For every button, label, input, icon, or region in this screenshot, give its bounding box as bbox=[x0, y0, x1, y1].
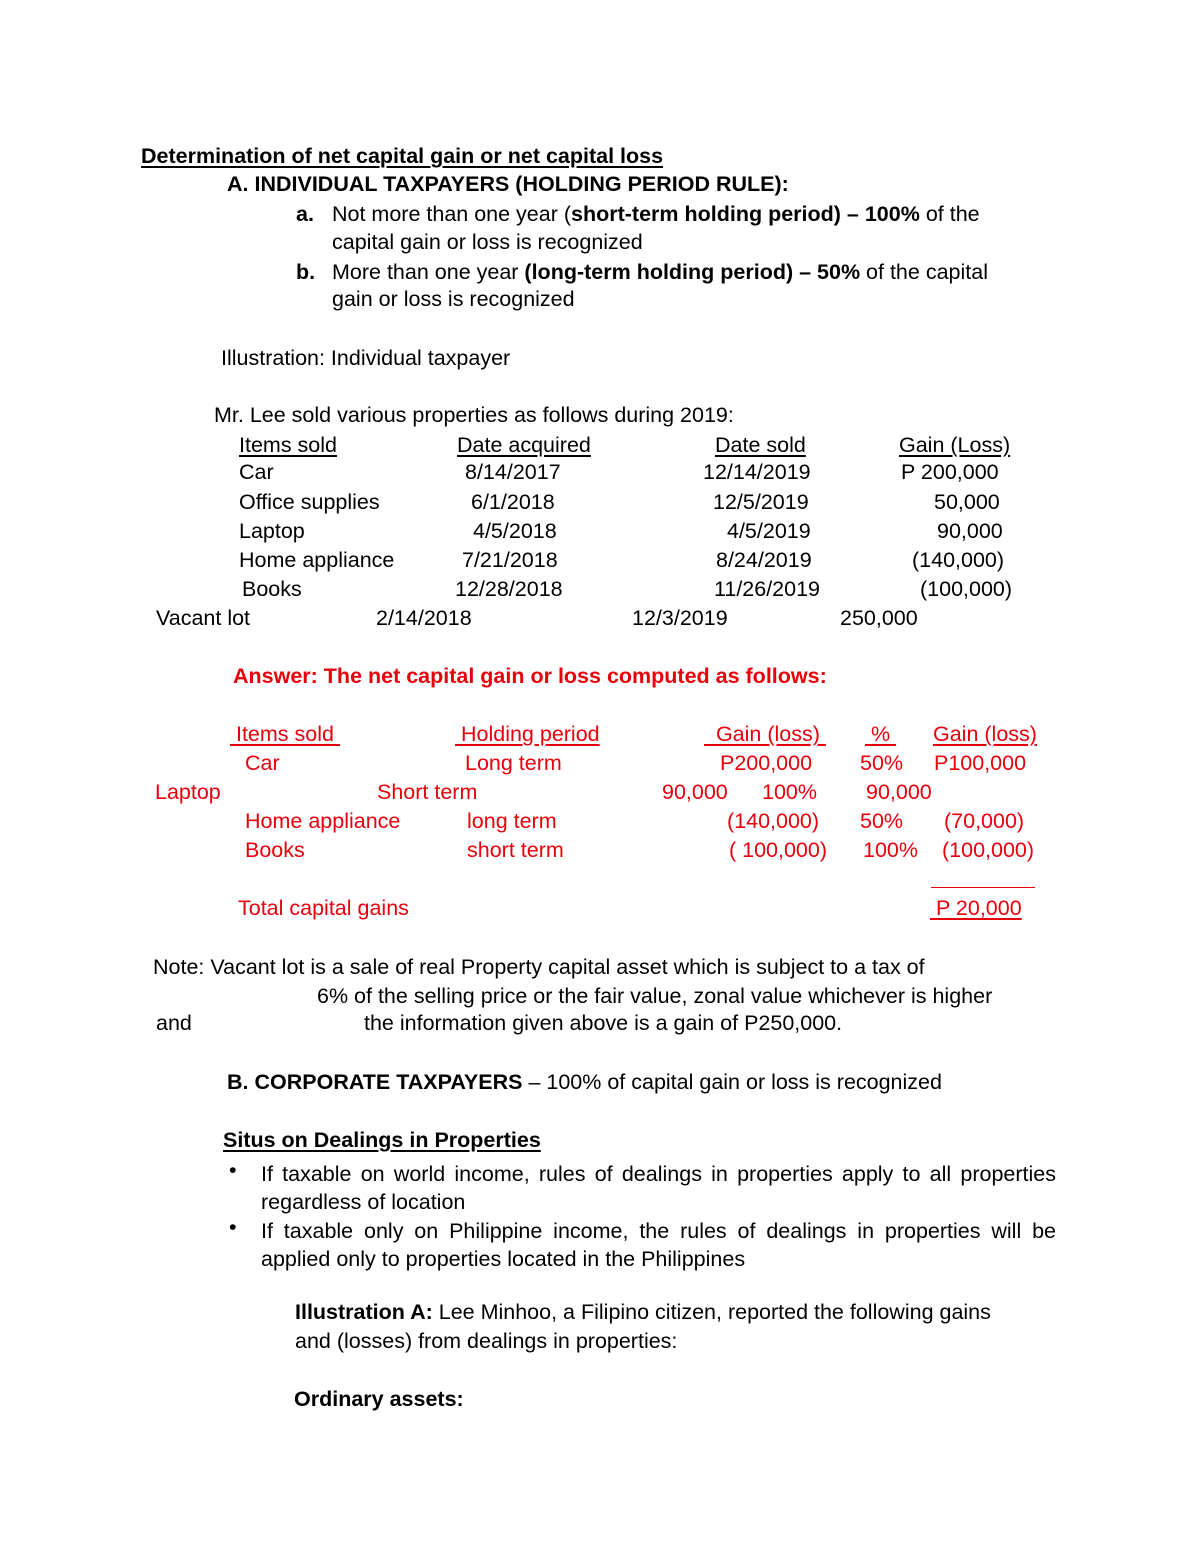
item-b-emphasis: (long-term holding period) – 50% bbox=[524, 260, 861, 284]
answer-row-car-gain: P200,000 bbox=[720, 751, 813, 775]
total-label: Total capital gains bbox=[238, 896, 409, 920]
answer-row-appliance-item: Home appliance bbox=[245, 809, 401, 833]
ordinary-assets-heading: Ordinary assets: bbox=[294, 1387, 464, 1411]
item-b-text1: More than one year bbox=[332, 260, 525, 284]
item-b-text3: of the capital bbox=[860, 260, 988, 284]
table-row-car-acquired: 8/14/2017 bbox=[465, 460, 561, 484]
table-row-books-sold: 11/26/2019 bbox=[714, 577, 821, 601]
item-b-marker: b. bbox=[296, 260, 316, 284]
section-b bbox=[227, 1072, 942, 1094]
table-row-books-item: Books bbox=[242, 577, 302, 601]
answer-row-laptop-item: Laptop bbox=[155, 780, 221, 804]
table1-header-date-acquired: Date acquired bbox=[457, 433, 591, 457]
answer-header-holding: Holding period bbox=[455, 722, 600, 746]
answer-row-laptop-percent: 100% bbox=[762, 780, 817, 804]
answer-header-gain-recognized: Gain (loss) bbox=[933, 722, 1037, 746]
answer-row-appliance-gain: (140,000) bbox=[727, 809, 820, 833]
bullet-dot: • bbox=[229, 1158, 237, 1182]
item-a-line2: capital gain or loss is recognized bbox=[332, 230, 643, 254]
answer-row-books-item: Books bbox=[245, 838, 305, 862]
note-line2: 6% of the selling price or the fair value, zonal value whichever is higher bbox=[317, 984, 993, 1008]
illustration-a-line2: and (losses) from dealings in properties: bbox=[295, 1329, 678, 1353]
total-value: P 20,000 bbox=[930, 896, 1022, 920]
table-row-laptop-item: Laptop bbox=[239, 519, 305, 543]
illustration-a-label: Illustration A: bbox=[295, 1300, 433, 1324]
illustration-a-text1: Lee Minhoo, a Filipino citizen, reported the following gains bbox=[432, 1300, 991, 1324]
table-row-car-item: Car bbox=[239, 460, 274, 484]
table-row-appliance-gain: (140,000) bbox=[912, 548, 1005, 572]
section-b-title: B. CORPORATE TAXPAYERS bbox=[227, 1070, 523, 1094]
answer-row-books-recognized: (100,000) bbox=[942, 838, 1035, 862]
table-row-lot-acquired: 2/14/2018 bbox=[376, 606, 472, 630]
answer-row-appliance-percent: 50% bbox=[860, 809, 904, 833]
table-row-books-gain: (100,000) bbox=[920, 577, 1013, 601]
table-row-laptop-gain: 90,000 bbox=[937, 519, 1003, 543]
answer-row-books-percent: 100% bbox=[863, 838, 918, 862]
table1-header-items: Items sold bbox=[239, 433, 337, 457]
table-row-office-acquired: 6/1/2018 bbox=[471, 490, 555, 514]
answer-header-items: Items sold bbox=[230, 722, 340, 746]
item-a-text1: Not more than one year ( bbox=[332, 202, 572, 226]
answer-row-appliance-period: long term bbox=[467, 809, 557, 833]
item-a-marker: a. bbox=[296, 202, 314, 226]
answer-row-laptop-recognized: 90,000 bbox=[866, 780, 932, 804]
answer-row-car-period: Long term bbox=[465, 751, 562, 775]
note-line1: Note: Vacant lot is a sale of real Property capital asset which is subject to a tax of bbox=[153, 955, 925, 979]
item-b-line2: gain or loss is recognized bbox=[332, 287, 575, 311]
total-rule bbox=[931, 887, 1035, 888]
situs-bullet-1: If taxable on world income, rules of dealings in properties apply to all properties regardless of location bbox=[261, 1162, 1056, 1214]
answer-row-car-percent: 50% bbox=[860, 751, 904, 775]
item-a-line1 bbox=[332, 204, 980, 226]
table-row-appliance-acquired: 7/21/2018 bbox=[462, 548, 558, 572]
item-a-emphasis: short-term holding period) – 100% bbox=[571, 202, 920, 226]
answer-header-gain: Gain (loss) bbox=[704, 722, 826, 746]
answer-row-laptop-period: Short term bbox=[377, 780, 478, 804]
table-row-car-sold: 12/14/2019 bbox=[703, 460, 811, 484]
illustration-label: Illustration: Individual taxpayer bbox=[221, 346, 511, 370]
situs-title: Situs on Dealings in Properties bbox=[223, 1128, 541, 1152]
table1-header-date-sold: Date sold bbox=[715, 433, 806, 457]
answer-row-appliance-recognized: (70,000) bbox=[944, 809, 1025, 833]
illustration-a-line1 bbox=[295, 1302, 991, 1324]
item-b-line1 bbox=[332, 262, 988, 284]
table-row-office-gain: 50,000 bbox=[934, 490, 1000, 514]
table-row-laptop-sold: 4/5/2019 bbox=[727, 519, 811, 543]
illustration-intro: Mr. Lee sold various properties as follows during 2019: bbox=[214, 403, 734, 427]
table-row-appliance-sold: 8/24/2019 bbox=[716, 548, 812, 572]
table-row-car-gain: P 200,000 bbox=[901, 460, 999, 484]
section-b-text: – 100% of capital gain or loss is recognized bbox=[522, 1070, 942, 1094]
answer-row-books-period: short term bbox=[467, 838, 564, 862]
table-row-office-item: Office supplies bbox=[239, 490, 380, 514]
table-row-books-acquired: 12/28/2018 bbox=[455, 577, 563, 601]
bullet-dot: • bbox=[229, 1215, 237, 1239]
page-title: Determination of net capital gain or net capital loss bbox=[141, 144, 664, 168]
table-row-office-sold: 12/5/2019 bbox=[713, 490, 809, 514]
situs-bullet-2: If taxable only on Philippine income, the rules of dealings in properties will be applied only to properties located in the Philippines bbox=[261, 1219, 1056, 1271]
table1-header-gain: Gain (Loss) bbox=[899, 433, 1011, 457]
answer-header-percent: % bbox=[865, 722, 897, 746]
note-line3-and: and bbox=[156, 1011, 192, 1035]
table-row-lot-item: Vacant lot bbox=[156, 606, 251, 630]
table-row-appliance-item: Home appliance bbox=[239, 548, 395, 572]
answer-row-books-gain: ( 100,000) bbox=[729, 838, 828, 862]
item-a-text3: of the bbox=[919, 202, 980, 226]
answer-row-laptop-gain: 90,000 bbox=[662, 780, 728, 804]
section-a-title: A. INDIVIDUAL TAXPAYERS (HOLDING PERIOD RULE): bbox=[227, 172, 789, 196]
answer-row-car-item: Car bbox=[245, 751, 280, 775]
answer-title: Answer: The net capital gain or loss computed as follows: bbox=[233, 664, 827, 688]
table-row-laptop-acquired: 4/5/2018 bbox=[473, 519, 557, 543]
table-row-lot-gain: 250,000 bbox=[840, 606, 918, 630]
table-row-lot-sold: 12/3/2019 bbox=[632, 606, 728, 630]
note-line3: the information given above is a gain of P250,000. bbox=[364, 1011, 843, 1035]
answer-row-car-recognized: P100,000 bbox=[934, 751, 1027, 775]
